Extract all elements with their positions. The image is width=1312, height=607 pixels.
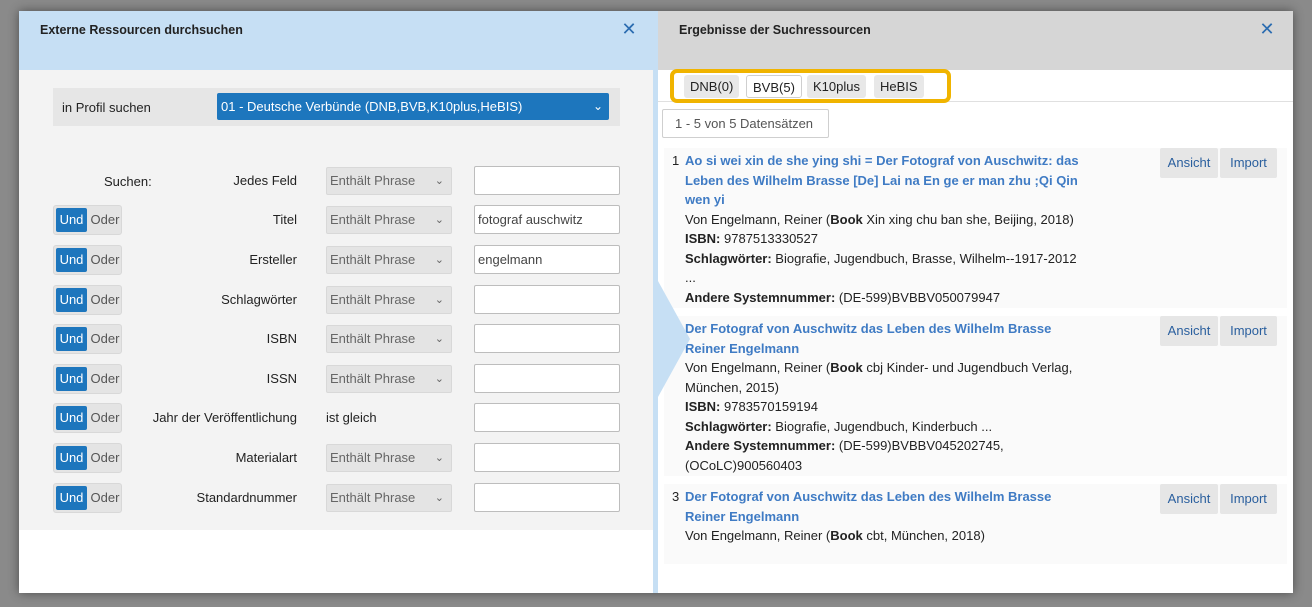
result-title-link[interactable]: Ao si wei xin de she ying shi = Der Fotograf von Auschwitz: das Leben des Wilhelm Brasse [De] Lai na En ge er man zhu ;Qi Qin wen yi bbox=[685, 153, 1079, 207]
operator-value: Enthält Phrase bbox=[330, 252, 416, 267]
tabs-highlight bbox=[670, 69, 951, 103]
und-oder-toggle bbox=[53, 403, 122, 433]
operator-value: Enthält Phrase bbox=[330, 490, 416, 505]
tab-dnb[interactable]: DNB(0) bbox=[684, 75, 739, 98]
chevron-down-icon: ⌄ bbox=[434, 452, 444, 464]
view-button[interactable]: Ansicht bbox=[1160, 484, 1218, 514]
profile-select[interactable] bbox=[217, 93, 609, 120]
chevron-down-icon: ⌄ bbox=[434, 333, 444, 345]
field-label: Materialart bbox=[235, 450, 297, 465]
search-field-input[interactable] bbox=[474, 245, 620, 274]
result-title-link[interactable]: Der Fotograf von Auschwitz das Leben des Wilhelm Brasse Reiner Engelmann bbox=[685, 321, 1052, 356]
oder-button[interactable]: Oder bbox=[90, 331, 120, 346]
left-panel-header bbox=[19, 11, 653, 70]
operator-value: Enthält Phrase bbox=[330, 450, 416, 465]
result-details bbox=[685, 319, 1090, 475]
search-row bbox=[19, 324, 653, 354]
operator-value: Enthält Phrase bbox=[330, 292, 416, 307]
search-row bbox=[19, 483, 653, 513]
search-row bbox=[19, 245, 653, 275]
arrow-indicator bbox=[658, 281, 690, 397]
view-button[interactable]: Ansicht bbox=[1160, 316, 1218, 346]
profile-label: in Profil suchen bbox=[62, 100, 151, 115]
oder-button[interactable]: Oder bbox=[90, 450, 120, 465]
field-label: ISBN bbox=[266, 331, 297, 346]
results-panel bbox=[658, 11, 1293, 593]
field-label: Jedes Feld bbox=[233, 173, 297, 188]
result-item bbox=[664, 316, 1287, 476]
result-number: 3 bbox=[672, 489, 680, 504]
left-panel-title: Externe Ressourcen durchsuchen bbox=[40, 23, 243, 37]
result-system-number: Andere Systemnummer: (DE-599)BVBBV050079947 bbox=[685, 289, 1001, 305]
result-item bbox=[664, 148, 1287, 308]
chevron-down-icon: ⌄ bbox=[434, 492, 444, 504]
operator-value: Enthält Phrase bbox=[330, 331, 416, 346]
operator-select[interactable] bbox=[326, 167, 452, 195]
und-oder-toggle bbox=[53, 443, 122, 473]
chevron-down-icon: ⌄ bbox=[434, 294, 444, 306]
field-label: Jahr der Veröffentlichung bbox=[152, 410, 297, 425]
und-oder-toggle bbox=[53, 483, 122, 513]
und-oder-toggle bbox=[53, 324, 122, 354]
operator-select[interactable] bbox=[326, 206, 452, 234]
chevron-down-icon: ⌄ bbox=[434, 214, 444, 226]
search-field-input[interactable] bbox=[474, 483, 620, 512]
tab-k10plus[interactable]: K10plus bbox=[807, 75, 866, 98]
search-field-input[interactable] bbox=[474, 166, 620, 195]
search-row bbox=[19, 285, 653, 315]
chevron-down-icon: ⌄ bbox=[434, 175, 444, 187]
und-button[interactable]: Und bbox=[56, 446, 87, 470]
search-row bbox=[19, 205, 653, 235]
search-row bbox=[19, 403, 653, 433]
external-search-panel bbox=[19, 11, 653, 593]
search-row bbox=[19, 364, 653, 394]
operator-value: Enthält Phrase bbox=[330, 212, 416, 227]
search-row bbox=[19, 443, 653, 473]
result-subjects: Schlagwörter: Biografie, Jugendbuch, Brasse, Wilhelm--1917-2012 ... bbox=[685, 250, 1077, 285]
result-title-link[interactable]: Der Fotograf von Auschwitz das Leben des Wilhelm Brasse Reiner Engelmann bbox=[685, 489, 1052, 524]
und-button[interactable]: Und bbox=[56, 248, 87, 272]
search-field-input[interactable] bbox=[474, 364, 620, 393]
result-isbn: ISBN: 9783570159194 bbox=[685, 399, 818, 414]
chevron-down-icon: ⌄ bbox=[434, 254, 444, 266]
tab-hebis[interactable]: HeBIS bbox=[874, 75, 924, 98]
import-button[interactable]: Import bbox=[1220, 148, 1277, 178]
right-panel-header bbox=[658, 11, 1293, 70]
oder-button[interactable]: Oder bbox=[90, 212, 120, 227]
result-number: 1 bbox=[672, 153, 680, 168]
search-field-input[interactable] bbox=[474, 324, 620, 353]
import-button[interactable]: Import bbox=[1220, 316, 1277, 346]
tab-bvb[interactable]: BVB(5) bbox=[746, 75, 802, 98]
dialog-frame bbox=[19, 11, 1293, 593]
oder-button[interactable]: Oder bbox=[90, 490, 120, 505]
operator-select[interactable] bbox=[326, 484, 452, 512]
result-details bbox=[685, 151, 1090, 307]
search-form bbox=[19, 70, 653, 530]
result-isbn: ISBN: 9787513330527 bbox=[685, 231, 818, 246]
oder-button[interactable]: Oder bbox=[90, 410, 120, 425]
operator-select[interactable] bbox=[326, 246, 452, 274]
field-label: Ersteller bbox=[249, 252, 297, 267]
search-row bbox=[19, 166, 653, 196]
oder-button[interactable]: Oder bbox=[90, 371, 120, 386]
und-oder-toggle bbox=[53, 285, 122, 315]
und-button[interactable]: Und bbox=[56, 367, 87, 391]
und-button[interactable]: Und bbox=[56, 208, 87, 232]
search-field-input[interactable] bbox=[474, 285, 620, 314]
close-icon[interactable]: ✕ bbox=[1259, 19, 1275, 39]
profile-select-value: 01 - Deutsche Verbünde (DNB,BVB,K10plus,HeBIS) bbox=[221, 99, 523, 114]
record-count: 1 - 5 von 5 Datensätzen bbox=[662, 109, 829, 138]
result-item bbox=[664, 484, 1287, 564]
search-field-input[interactable] bbox=[474, 205, 620, 234]
search-field-input[interactable] bbox=[474, 443, 620, 472]
oder-button[interactable]: Oder bbox=[90, 292, 120, 307]
search-field-input[interactable] bbox=[474, 403, 620, 432]
operator-value: Enthält Phrase bbox=[330, 173, 416, 188]
field-label: Titel bbox=[272, 212, 297, 227]
und-button[interactable]: Und bbox=[56, 406, 87, 430]
und-button[interactable]: Und bbox=[56, 486, 87, 510]
field-label: ISSN bbox=[266, 371, 297, 386]
chevron-down-icon: ⌄ bbox=[592, 99, 603, 113]
oder-button[interactable]: Oder bbox=[90, 252, 120, 267]
result-system-number: Andere Systemnummer: (DE-599)BVBBV045202745, (OCoLC)900560403 bbox=[685, 438, 1004, 473]
operator-value: Enthält Phrase bbox=[330, 371, 416, 386]
view-button[interactable]: Ansicht bbox=[1160, 148, 1218, 178]
result-number: 2 bbox=[672, 321, 680, 336]
operator-select[interactable] bbox=[326, 286, 452, 314]
search-label: Suchen: bbox=[104, 174, 152, 189]
field-label: Schlagwörter bbox=[221, 292, 297, 307]
und-button[interactable]: Und bbox=[56, 327, 87, 351]
right-panel-title: Ergebnisse der Suchressourcen bbox=[679, 23, 871, 37]
result-details bbox=[685, 487, 1090, 546]
result-subjects: Schlagwörter: Biografie, Jugendbuch, Kinderbuch ... bbox=[685, 418, 993, 434]
close-icon[interactable]: ✕ bbox=[621, 19, 637, 39]
field-label: Standardnummer bbox=[196, 490, 297, 505]
operator-select[interactable] bbox=[326, 325, 452, 353]
operator-select[interactable] bbox=[326, 444, 452, 472]
result-author: Von Engelmann, Reiner (Book cbj Kinder- und Jugendbuch Verlag, München, 2015) bbox=[685, 360, 1073, 395]
result-author: Von Engelmann, Reiner (Book cbt, München, 2018) bbox=[685, 528, 985, 543]
und-button[interactable]: Und bbox=[56, 288, 87, 312]
operator-label: ist gleich bbox=[326, 410, 377, 425]
und-oder-toggle bbox=[53, 245, 122, 275]
und-oder-toggle bbox=[53, 364, 122, 394]
chevron-down-icon: ⌄ bbox=[434, 373, 444, 385]
profile-row bbox=[53, 88, 620, 126]
result-author: Von Engelmann, Reiner (Book Xin xing chu ban she, Beijing, 2018) bbox=[685, 211, 1074, 227]
operator-select[interactable] bbox=[326, 365, 452, 393]
und-oder-toggle bbox=[53, 205, 122, 235]
import-button[interactable]: Import bbox=[1220, 484, 1277, 514]
